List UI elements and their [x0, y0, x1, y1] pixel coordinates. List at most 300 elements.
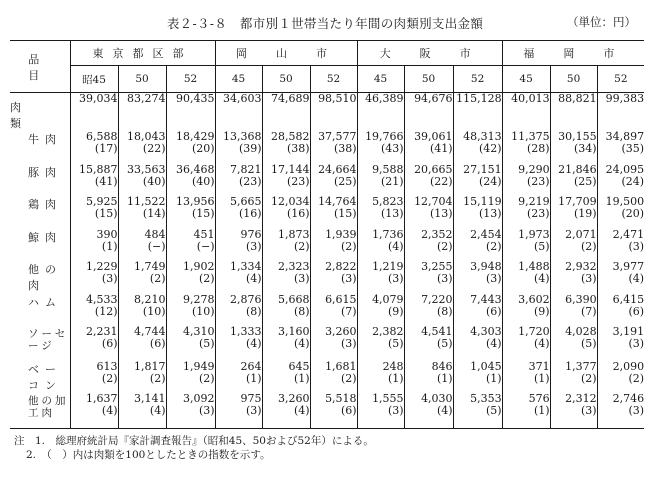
amount: 5,353	[470, 392, 502, 405]
value-cell	[215, 261, 262, 294]
amount: 98,510	[318, 92, 357, 105]
value-cell	[166, 261, 215, 294]
amount: 1,873	[278, 227, 310, 241]
amount: 1,555	[372, 392, 404, 405]
index-value: (2)	[101, 371, 118, 385]
value-cell	[310, 261, 357, 294]
amount: 1,333	[230, 325, 262, 338]
year-header: 52	[597, 66, 644, 93]
amount: 2,746	[612, 392, 645, 405]
amount: 6,588	[86, 130, 118, 143]
amount: 4,030	[421, 392, 453, 405]
year-header: 50	[118, 66, 166, 93]
amount: 5,668	[278, 292, 310, 306]
index-value: (23)	[238, 174, 262, 188]
amount: 36,468	[176, 162, 215, 176]
table-row	[10, 131, 644, 164]
index-value: (3)	[387, 272, 404, 285]
value-cell	[404, 196, 453, 229]
value-cell	[70, 164, 118, 197]
row-label: ベーコン	[10, 361, 70, 394]
index-value: (34)	[574, 142, 597, 155]
amount: 74,689	[271, 92, 310, 105]
value-cell	[215, 294, 262, 327]
index-value: (23)	[527, 207, 550, 220]
amount: 3,260	[278, 392, 310, 405]
amount: 4,744	[134, 325, 166, 338]
amount: 94,676	[414, 92, 453, 105]
amount: 2,454	[470, 227, 502, 241]
value-cell	[262, 393, 310, 428]
value-cell	[502, 294, 550, 327]
table-row	[10, 229, 644, 262]
year-header: 50	[262, 66, 310, 93]
value-cell	[357, 361, 404, 394]
amount: 2,876	[230, 292, 262, 306]
value-cell	[215, 393, 262, 428]
amount: 1,749	[134, 260, 166, 273]
value-cell	[453, 393, 502, 428]
amount: 1,334	[230, 260, 262, 273]
index-value: (38)	[333, 142, 357, 155]
value-cell	[262, 326, 310, 361]
amount: 1,681	[325, 359, 357, 373]
value-cell	[404, 164, 453, 197]
index-value: (2)	[340, 239, 357, 253]
index-value: (25)	[333, 174, 357, 188]
amount: 645	[288, 359, 310, 373]
row-label: 鶏肉	[10, 196, 70, 229]
index-value: (−)	[147, 239, 166, 253]
index-value: (2)	[581, 239, 597, 253]
value-cell	[357, 261, 404, 294]
index-value: (4)	[534, 337, 550, 350]
amount: 13,956	[176, 195, 215, 208]
amount: 6,390	[565, 292, 597, 306]
table-row	[10, 261, 644, 294]
index-value: (4)	[387, 239, 404, 253]
amount: 1,720	[518, 325, 550, 338]
amount: 34,603	[223, 92, 262, 105]
amount: 18,429	[176, 130, 215, 143]
amount: 1,229	[86, 260, 118, 273]
value-cell	[166, 361, 215, 394]
amount: 1,488	[518, 260, 550, 273]
index-value: (2)	[581, 371, 597, 385]
amount: 1,939	[325, 227, 357, 241]
index-value: (1)	[436, 371, 453, 385]
value-cell	[166, 196, 215, 229]
year-header: 昭45	[70, 66, 118, 93]
amount: 6,615	[325, 292, 357, 306]
index-value: (2)	[436, 239, 453, 253]
index-value: (17)	[94, 142, 118, 155]
amount: 14,764	[318, 195, 357, 208]
row-label: ハム	[10, 294, 70, 327]
amount: 9,588	[372, 162, 404, 176]
value-cell	[118, 93, 166, 132]
amount: 24,664	[318, 162, 357, 176]
value-cell	[502, 93, 550, 132]
index-value: (42)	[479, 142, 502, 155]
index-value: (3)	[198, 404, 215, 417]
value-cell	[215, 196, 262, 229]
year-header: 45	[215, 66, 262, 93]
amount: 1,973	[518, 227, 550, 241]
value-cell	[70, 93, 118, 132]
value-cell	[597, 196, 644, 229]
index-value: (1)	[534, 404, 550, 417]
index-value: (16)	[238, 207, 262, 220]
index-value: (1)	[534, 371, 550, 385]
table-row	[10, 326, 644, 361]
value-cell	[166, 294, 215, 327]
amount: 19,766	[365, 130, 404, 143]
amount: 2,382	[372, 325, 404, 338]
row-label: 牛肉	[10, 131, 70, 164]
value-cell	[215, 229, 262, 262]
amount: 34,897	[605, 130, 645, 143]
amount: 39,061	[414, 130, 453, 143]
value-cell	[118, 131, 166, 164]
index-value: (23)	[286, 174, 310, 188]
amount: 99,383	[605, 92, 645, 105]
city-header-tokyo: 東京都区部	[70, 41, 215, 66]
index-value: (4)	[293, 337, 310, 350]
value-cell	[597, 131, 644, 164]
index-value: (1)	[387, 371, 404, 385]
amount: 115,128	[456, 92, 502, 105]
row-label: 他の肉	[10, 261, 70, 294]
year-header: 45	[357, 66, 404, 93]
amount: 39,034	[79, 92, 118, 105]
value-cell	[310, 393, 357, 428]
amount: 28,582	[271, 130, 310, 143]
index-value: (21)	[380, 174, 404, 188]
amount: 7,220	[421, 292, 453, 306]
amount: 1,902	[183, 260, 215, 273]
value-cell	[550, 164, 597, 197]
value-cell	[453, 294, 502, 327]
amount: 264	[240, 359, 262, 373]
index-value: (22)	[429, 174, 453, 188]
year-header: 52	[453, 66, 502, 93]
amount: 2,231	[86, 325, 118, 338]
amount: 1,736	[372, 227, 404, 241]
value-cell	[310, 93, 357, 132]
amount: 4,310	[183, 325, 215, 338]
index-value: (40)	[142, 174, 166, 188]
index-value: (15)	[333, 207, 357, 220]
amount: 83,274	[127, 92, 166, 105]
value-cell	[215, 164, 262, 197]
value-cell	[597, 361, 644, 394]
amount: 20,665	[414, 162, 453, 176]
index-value: (4)	[149, 404, 166, 417]
index-value: (1)	[293, 371, 310, 385]
amount: 390	[96, 227, 118, 241]
row-label: 肉 類	[10, 93, 70, 132]
value-cell	[310, 294, 357, 327]
index-value: (28)	[527, 142, 550, 155]
index-value: (4)	[101, 404, 118, 417]
value-cell	[262, 361, 310, 394]
amount: 17,144	[271, 162, 310, 176]
value-cell	[70, 261, 118, 294]
value-cell	[118, 229, 166, 262]
index-value: (4)	[245, 272, 262, 285]
index-value: (5)	[436, 337, 453, 350]
value-cell	[118, 164, 166, 197]
value-cell	[597, 294, 644, 327]
amount: 15,119	[463, 195, 502, 208]
amount: 19,500	[605, 195, 645, 208]
index-value: (16)	[286, 207, 310, 220]
amount: 4,079	[372, 292, 404, 306]
amount: 1,637	[86, 392, 118, 405]
value-cell	[404, 326, 453, 361]
amount: 2,312	[565, 392, 597, 405]
value-cell	[166, 164, 215, 197]
row-label: 他の加工肉	[10, 393, 70, 428]
value-cell	[357, 229, 404, 262]
index-value: (3)	[101, 272, 118, 285]
index-value: (2)	[628, 371, 645, 385]
value-cell	[502, 361, 550, 394]
index-value: (24)	[479, 174, 502, 188]
amount: 4,533	[86, 292, 118, 306]
value-cell	[118, 361, 166, 394]
index-value: (3)	[436, 272, 453, 285]
note-1: 注 1. 総理府統計局『家計調査報告』（昭和45、50および52年）による。	[14, 435, 374, 447]
value-cell	[597, 229, 644, 262]
meat-expenditure-table	[10, 40, 644, 429]
amount: 1,219	[372, 260, 404, 273]
index-value: (6)	[149, 337, 166, 350]
index-value: (10)	[191, 304, 215, 318]
value-cell	[357, 196, 404, 229]
row-label: ソーセージ	[10, 326, 70, 361]
value-cell	[550, 393, 597, 428]
year-header: 52	[166, 66, 215, 93]
index-value: (3)	[387, 404, 404, 417]
table-row	[10, 164, 644, 197]
amount: 975	[240, 392, 262, 405]
table-row	[10, 393, 644, 428]
index-value: (24)	[621, 174, 645, 188]
amount: 4,028	[565, 325, 597, 338]
index-value: (41)	[94, 174, 118, 188]
index-value: (3)	[581, 404, 597, 417]
amount: 5,925	[86, 195, 118, 208]
amount: 6,415	[612, 292, 645, 306]
amount: 27,151	[463, 162, 502, 176]
amount: 484	[144, 227, 166, 241]
amount: 5,518	[325, 392, 357, 405]
city-header-osaka: 大 阪 市	[357, 41, 502, 66]
value-cell	[404, 131, 453, 164]
value-cell	[502, 261, 550, 294]
value-cell	[357, 131, 404, 164]
city-header-fukuoka: 福 岡 市	[502, 41, 644, 66]
value-cell	[70, 361, 118, 394]
index-value: (7)	[581, 304, 597, 318]
amount: 7,443	[470, 292, 502, 306]
value-cell	[502, 196, 550, 229]
value-cell	[404, 361, 453, 394]
amount: 33,563	[127, 162, 166, 176]
value-cell	[166, 131, 215, 164]
index-value: (2)	[149, 272, 166, 285]
value-cell	[262, 93, 310, 132]
amount: 9,219	[518, 195, 550, 208]
index-value: (8)	[245, 304, 262, 318]
index-value: (6)	[340, 404, 357, 417]
value-cell	[357, 326, 404, 361]
index-value: (7)	[340, 304, 357, 318]
amount: 1,949	[183, 359, 215, 373]
index-value: (13)	[380, 207, 404, 220]
index-value: (13)	[429, 207, 453, 220]
value-cell	[597, 393, 644, 428]
amount: 2,352	[421, 227, 453, 241]
value-cell	[357, 393, 404, 428]
index-value: (3)	[628, 337, 645, 350]
value-cell	[215, 326, 262, 361]
value-cell	[118, 261, 166, 294]
value-cell	[310, 326, 357, 361]
index-value: (4)	[245, 337, 262, 350]
index-value: (1)	[101, 239, 118, 253]
index-value: (23)	[527, 174, 550, 188]
amount: 88,821	[558, 92, 597, 105]
note-2: 2. （ ）内は肉類を100としたときの指数を示す。	[26, 449, 271, 461]
value-cell	[262, 196, 310, 229]
row-label: 豚肉	[10, 164, 70, 197]
value-cell	[118, 196, 166, 229]
value-cell	[262, 261, 310, 294]
index-value: (5)	[581, 337, 597, 350]
amount: 46,389	[365, 92, 404, 105]
amount: 90,435	[176, 92, 215, 105]
amount: 2,932	[565, 260, 597, 273]
amount: 48,313	[463, 130, 502, 143]
index-value: (8)	[436, 304, 453, 318]
index-value: (9)	[387, 304, 404, 318]
index-value: (3)	[486, 272, 502, 285]
amount: 7,821	[230, 162, 262, 176]
year-header: 52	[310, 66, 357, 93]
value-cell	[550, 196, 597, 229]
value-cell	[166, 326, 215, 361]
value-cell	[453, 196, 502, 229]
index-value: (−)	[196, 239, 215, 253]
index-value: (5)	[387, 337, 404, 350]
index-value: (2)	[149, 371, 166, 385]
value-cell	[404, 393, 453, 428]
index-value: (25)	[574, 174, 597, 188]
index-value: (1)	[245, 371, 262, 385]
value-cell	[310, 196, 357, 229]
amount: 2,822	[325, 260, 357, 273]
amount: 13,368	[223, 130, 262, 143]
index-value: (3)	[293, 272, 310, 285]
value-cell	[118, 294, 166, 327]
value-cell	[310, 361, 357, 394]
amount: 613	[96, 359, 118, 373]
index-value: (19)	[574, 207, 597, 220]
index-value: (2)	[340, 371, 357, 385]
amount: 2,471	[612, 227, 645, 241]
value-cell	[550, 294, 597, 327]
amount: 3,191	[612, 325, 645, 338]
index-value: (3)	[340, 272, 357, 285]
amount: 3,255	[421, 260, 453, 273]
table-row	[10, 196, 644, 229]
index-value: (3)	[340, 337, 357, 350]
index-value: (35)	[621, 142, 645, 155]
unit-label: （単位：円）	[567, 15, 636, 29]
amount: 30,155	[558, 130, 597, 143]
index-value: (4)	[628, 272, 645, 285]
index-value: (40)	[191, 174, 215, 188]
amount: 21,846	[558, 162, 597, 176]
index-value: (15)	[94, 207, 118, 220]
value-cell	[550, 326, 597, 361]
amount: 3,160	[278, 325, 310, 338]
index-value: (20)	[621, 207, 645, 220]
city-header-okayama: 岡 山 市	[215, 41, 357, 66]
value-cell	[70, 393, 118, 428]
index-value: (5)	[534, 239, 550, 253]
value-cell	[404, 261, 453, 294]
value-cell	[550, 361, 597, 394]
index-value: (9)	[534, 304, 550, 318]
amount: 15,887	[79, 162, 118, 176]
index-value: (12)	[94, 304, 118, 318]
amount: 2,323	[278, 260, 310, 273]
value-cell	[357, 93, 404, 132]
year-header: 50	[404, 66, 453, 93]
value-cell	[404, 93, 453, 132]
amount: 451	[193, 227, 215, 241]
index-value: (41)	[429, 142, 453, 155]
index-value: (22)	[142, 142, 166, 155]
amount: 24,095	[605, 162, 645, 176]
value-cell	[357, 164, 404, 197]
value-cell	[118, 326, 166, 361]
amount: 371	[528, 359, 550, 373]
value-cell	[70, 326, 118, 361]
table-row	[10, 294, 644, 327]
amount: 1,377	[565, 359, 597, 373]
index-value: (4)	[293, 404, 310, 417]
index-value: (3)	[581, 272, 597, 285]
value-cell	[310, 229, 357, 262]
amount: 11,522	[127, 195, 166, 208]
amount: 4,541	[421, 325, 453, 338]
index-value: (3)	[245, 239, 262, 253]
row-label: 鯨肉	[10, 229, 70, 262]
index-value: (6)	[486, 304, 502, 318]
amount: 18,043	[127, 130, 166, 143]
index-value: (2)	[198, 371, 215, 385]
amount: 3,977	[612, 260, 645, 273]
index-value: (14)	[142, 207, 166, 220]
amount: 576	[528, 392, 550, 405]
index-value: (4)	[436, 404, 453, 417]
amount: 3,948	[470, 260, 502, 273]
